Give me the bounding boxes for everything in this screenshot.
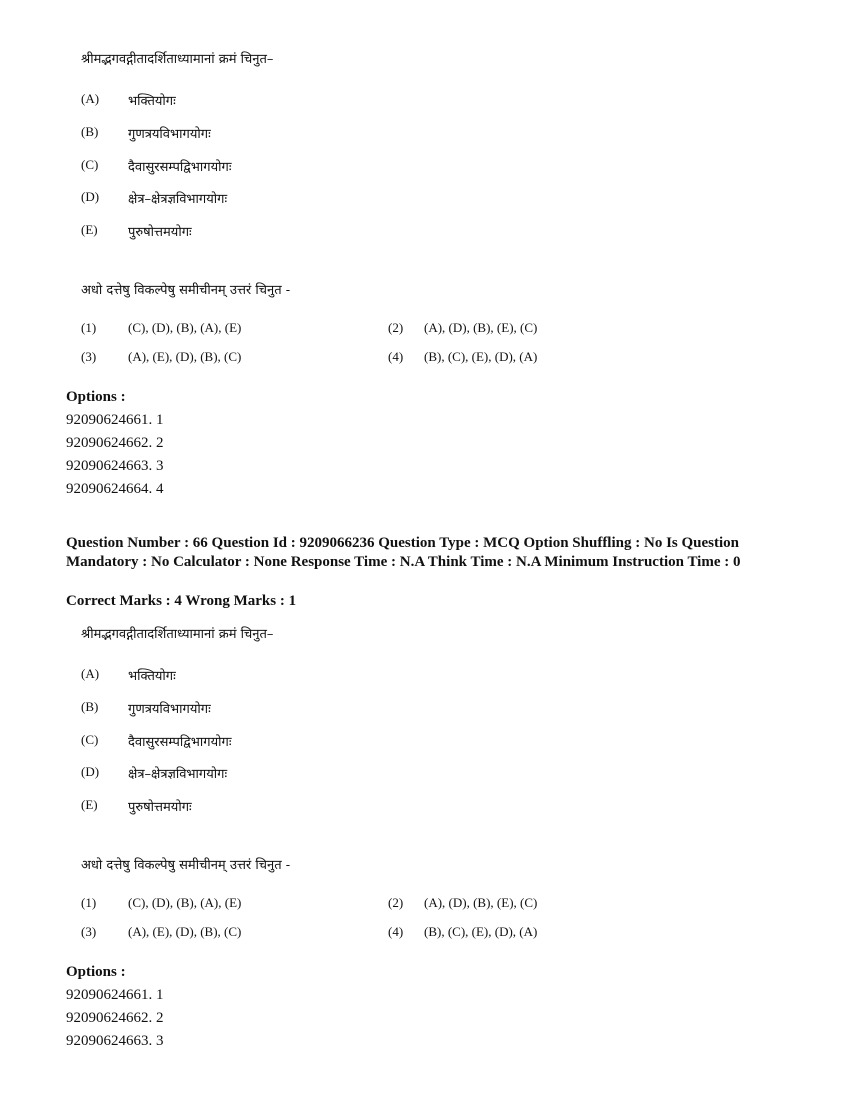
question-meta: Question Number : 66 Question Id : 9209066236 Question Type : MCQ Option Shuffling : No Is Question Mandatory : No Calculator : None Response Time : N.A Think Time : N.A Minimum Instruction Time : 0 — [66, 535, 741, 570]
item-text-d: क्षेत्र–क्षेत्रज्ञविभागयोगः — [128, 767, 228, 782]
answer-seq-3: (A), (E), (D), (B), (C) — [128, 349, 242, 364]
answer-seq-2: (A), (D), (B), (E), (C) — [424, 895, 538, 910]
item-text-c: दैवासुरसम्पद्विभागयोगः — [128, 735, 232, 750]
option-line: 92090624661. 1 — [66, 412, 164, 428]
instruction-text: अधो दत्तेषु विकल्पेषु समीचीनम् उत्तरं चिनुत - — [81, 858, 291, 873]
option-line: 92090624663. 3 — [66, 458, 164, 474]
item-text-b: गुणत्रयविभागयोगः — [128, 702, 211, 717]
item-text-c: दैवासुरसम्पद्विभागयोगः — [128, 160, 232, 175]
answer-num-2: (2) — [388, 320, 404, 335]
question-text: श्रीमद्भगवद्गीतादर्शिताध्यामानां क्रमं चिनुत– — [81, 52, 274, 67]
marks-line: Correct Marks : 4 Wrong Marks : 1 — [66, 593, 297, 609]
answer-seq-1: (C), (D), (B), (A), (E) — [128, 320, 242, 335]
item-label-e: (E) — [81, 222, 98, 237]
item-text-e: पुरुषोत्तमयोगः — [128, 800, 192, 815]
option-line: 92090624664. 4 — [66, 481, 164, 497]
item-text-a: भक्तियोगः — [128, 669, 176, 684]
item-text-b: गुणत्रयविभागयोगः — [128, 127, 211, 142]
item-label-b: (B) — [81, 124, 99, 139]
answer-num-3: (3) — [81, 349, 97, 364]
answer-seq-3: (A), (E), (D), (B), (C) — [128, 924, 242, 939]
item-text-e: पुरुषोत्तमयोगः — [128, 225, 192, 240]
item-label-d: (D) — [81, 189, 100, 204]
answer-seq-1: (C), (D), (B), (A), (E) — [128, 895, 242, 910]
answer-num-1: (1) — [81, 895, 97, 910]
options-heading: Options : — [66, 964, 126, 980]
answer-num-3: (3) — [81, 924, 97, 939]
item-label-d: (D) — [81, 764, 100, 779]
answer-seq-4: (B), (C), (E), (D), (A) — [424, 924, 538, 939]
option-line: 92090624663. 3 — [66, 1033, 164, 1049]
instruction-text: अधो दत्तेषु विकल्पेषु समीचीनम् उत्तरं चिनुत - — [81, 283, 291, 298]
item-label-c: (C) — [81, 157, 99, 172]
option-line: 92090624661. 1 — [66, 987, 164, 1003]
item-text-d: क्षेत्र–क्षेत्रज्ञविभागयोगः — [128, 192, 228, 207]
answer-seq-2: (A), (D), (B), (E), (C) — [424, 320, 538, 335]
item-label-b: (B) — [81, 699, 99, 714]
item-label-a: (A) — [81, 666, 100, 681]
answer-num-2: (2) — [388, 895, 404, 910]
item-text-a: भक्तियोगः — [128, 94, 176, 109]
item-label-c: (C) — [81, 732, 99, 747]
answer-num-4: (4) — [388, 349, 404, 364]
answer-seq-4: (B), (C), (E), (D), (A) — [424, 349, 538, 364]
answer-num-4: (4) — [388, 924, 404, 939]
item-label-e: (E) — [81, 797, 98, 812]
question-text: श्रीमद्भगवद्गीतादर्शिताध्यामानां क्रमं चिनुत– — [81, 627, 274, 642]
option-line: 92090624662. 2 — [66, 435, 164, 451]
answer-num-1: (1) — [81, 320, 97, 335]
item-label-a: (A) — [81, 91, 100, 106]
options-heading: Options : — [66, 389, 126, 405]
option-line: 92090624662. 2 — [66, 1010, 164, 1026]
